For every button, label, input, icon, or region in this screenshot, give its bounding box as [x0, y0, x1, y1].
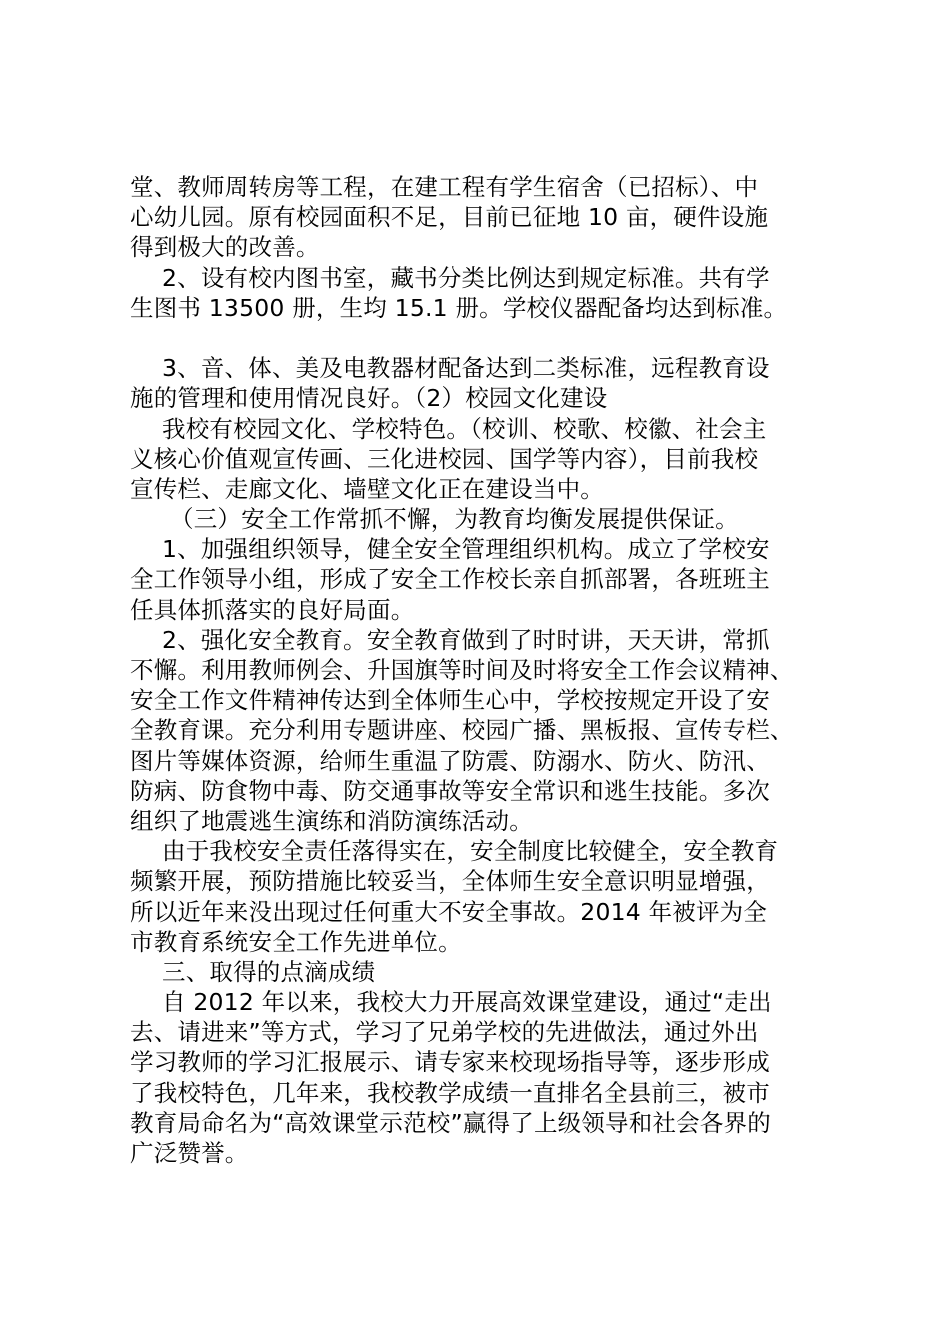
text-line: 3、音、体、美及电教器材配备达到二类标准，远程教育设	[162, 354, 770, 383]
blank-line	[130, 323, 825, 353]
text-line: 2、设有校内图书室，藏书分类比例达到规定标准。共有学	[162, 263, 770, 292]
text-line: 生图书 13500 册，生均 15.1 册。学校仪器配备均达到标准。	[130, 293, 788, 322]
section-heading: （三）安全工作常抓不懈，为教育均衡发展提供保证。	[170, 505, 739, 534]
text-line: 宣传栏、走廊文化、墙壁文化正在建设当中。	[130, 474, 604, 503]
text-line: 了我校特色，几年来，我校教学成绩一直排名全县前三，被市	[130, 1078, 770, 1107]
text-line: 得到极大的改善。	[130, 233, 320, 262]
text-line: 堂、教师周转房等工程，在建工程有学生宿舍（已招标）、中	[130, 173, 759, 201]
document-body	[130, 172, 825, 1168]
text-line: 自 2012 年以来，我校大力开展高效课堂建设，通过“走出	[162, 988, 772, 1017]
text-line: 组织了地震逃生演练和消防演练活动。	[130, 806, 533, 835]
section-heading: 三、取得的点滴成绩	[162, 957, 376, 986]
text-line: 广泛赞誉。	[130, 1139, 249, 1167]
text-line: 防病、防食物中毒、防交通事故等安全常识和逃生技能。多次	[130, 776, 770, 805]
text-line: 教育局命名为“高效课堂示范校”赢得了上级领导和社会各界的	[130, 1108, 771, 1137]
text-line: 市教育系统安全工作先进单位。	[130, 927, 462, 956]
text-line: 我校有校园文化、学校特色。（校训、校歌、校徽、社会主	[162, 414, 767, 443]
text-line: 所以近年来没出现过任何重大不安全事故。2014 年被评为全	[130, 897, 768, 926]
text-line: 2、强化安全教育。安全教育做到了时时讲，天天讲，常抓	[162, 625, 770, 654]
text-line: 义核心价值观宣传画、三化进校园、国学等内容），目前我校	[130, 444, 759, 473]
text-line: 1、加强组织领导，健全安全管理组织机构。成立了学校安	[162, 535, 770, 564]
text-line: 由于我校安全责任落得实在，安全制度比较健全，安全教育	[162, 837, 779, 866]
text-line: 去、请进来”等方式，学习了兄弟学校的先进做法，通过外出	[130, 1018, 759, 1047]
text-line: 心幼儿园。原有校园面积不足，目前已征地 10 亩，硬件设施	[130, 203, 769, 232]
text-line: 安全工作文件精神传达到全体师生心中，学校按规定开设了安	[130, 686, 770, 715]
text-line: 学习教师的学习汇报展示、请专家来校现场指导等，逐步形成	[130, 1048, 770, 1077]
text-line: 频繁开展，预防措施比较妥当，全体师生安全意识明显增强，	[130, 867, 770, 896]
text-line: 图片等媒体资源，给师生重温了防震、防溺水、防火、防汛、	[130, 746, 770, 775]
text-line: 任具体抓落实的良好局面。	[130, 595, 415, 624]
text-line: 不懈。利用教师例会、升国旗等时间及时将安全工作会议精神、	[130, 656, 794, 684]
text-line: 施的管理和使用情况良好。（2）校园文化建设	[130, 384, 608, 413]
text-line: 全工作领导小组，形成了安全工作校长亲自抓部署，各班班主	[130, 565, 770, 594]
text-line: 全教育课。充分利用专题讲座、校园广播、黑板报、宣传专栏、	[130, 716, 794, 745]
